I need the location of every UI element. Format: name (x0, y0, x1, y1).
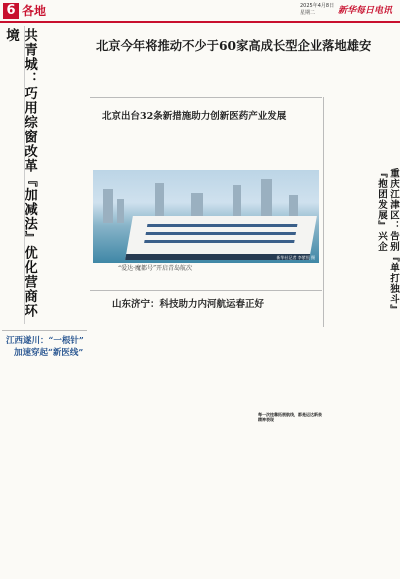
issue-date-line: 2025年4月8日 (300, 3, 335, 9)
left-body-text (24, 26, 89, 324)
shipping-subheadline: 每一次挂靠拓展航线，都是运达新泉精神表现 (258, 412, 322, 422)
top-headline: 北京今年将推动不少于60家高成长型企业落地雄安 (96, 38, 372, 53)
skyline-tower (103, 189, 113, 223)
right-bottom-text (326, 330, 398, 576)
chongqing-vertical-headline: 重庆江津区：告别『单打独斗』『抱团发展』兴企 (376, 168, 399, 315)
top-divider (90, 97, 322, 98)
jiangxi-headline-1: 江西遂川：“一根针” (6, 336, 84, 346)
skyline-tower (117, 199, 124, 223)
cruise-ship-photo (93, 170, 319, 263)
jiangxi-body-text (2, 362, 86, 576)
jining-body-text (92, 312, 320, 576)
chongqing-body-text (326, 168, 372, 328)
header-rule (0, 21, 400, 23)
top-body-text (92, 55, 398, 95)
photo-caption: “爱达·魔都号”开启青岛航次 (118, 265, 193, 272)
middle-divider (90, 290, 322, 291)
cruise-ship (125, 216, 317, 260)
photo-credit: 新华社记者 李紫恒 摄 (276, 255, 315, 260)
issue-date (300, 3, 338, 17)
section-title: 各地 (22, 4, 47, 18)
jining-headline: 山东济宁：科技助力内河航运春正好 (112, 299, 265, 310)
jiangxi-headline-2: 加速穿起“新医线” (14, 348, 84, 358)
photo-caption-text (170, 264, 320, 278)
pharma-body-text (92, 124, 320, 166)
right-divider (323, 97, 324, 327)
right-top-text (326, 100, 398, 166)
left-vertical-headline: 共青城：巧用综窗改革『加减法』优化营商环境 (3, 28, 37, 318)
page-number: 6 (3, 3, 19, 19)
pharma-headline: 北京出台32条新措施助力创新医药产业发展 (102, 111, 287, 122)
left-divider (2, 330, 87, 331)
issue-weekday: 星期二 (300, 10, 316, 16)
newspaper-brand: 新华每日电讯 (338, 6, 393, 16)
